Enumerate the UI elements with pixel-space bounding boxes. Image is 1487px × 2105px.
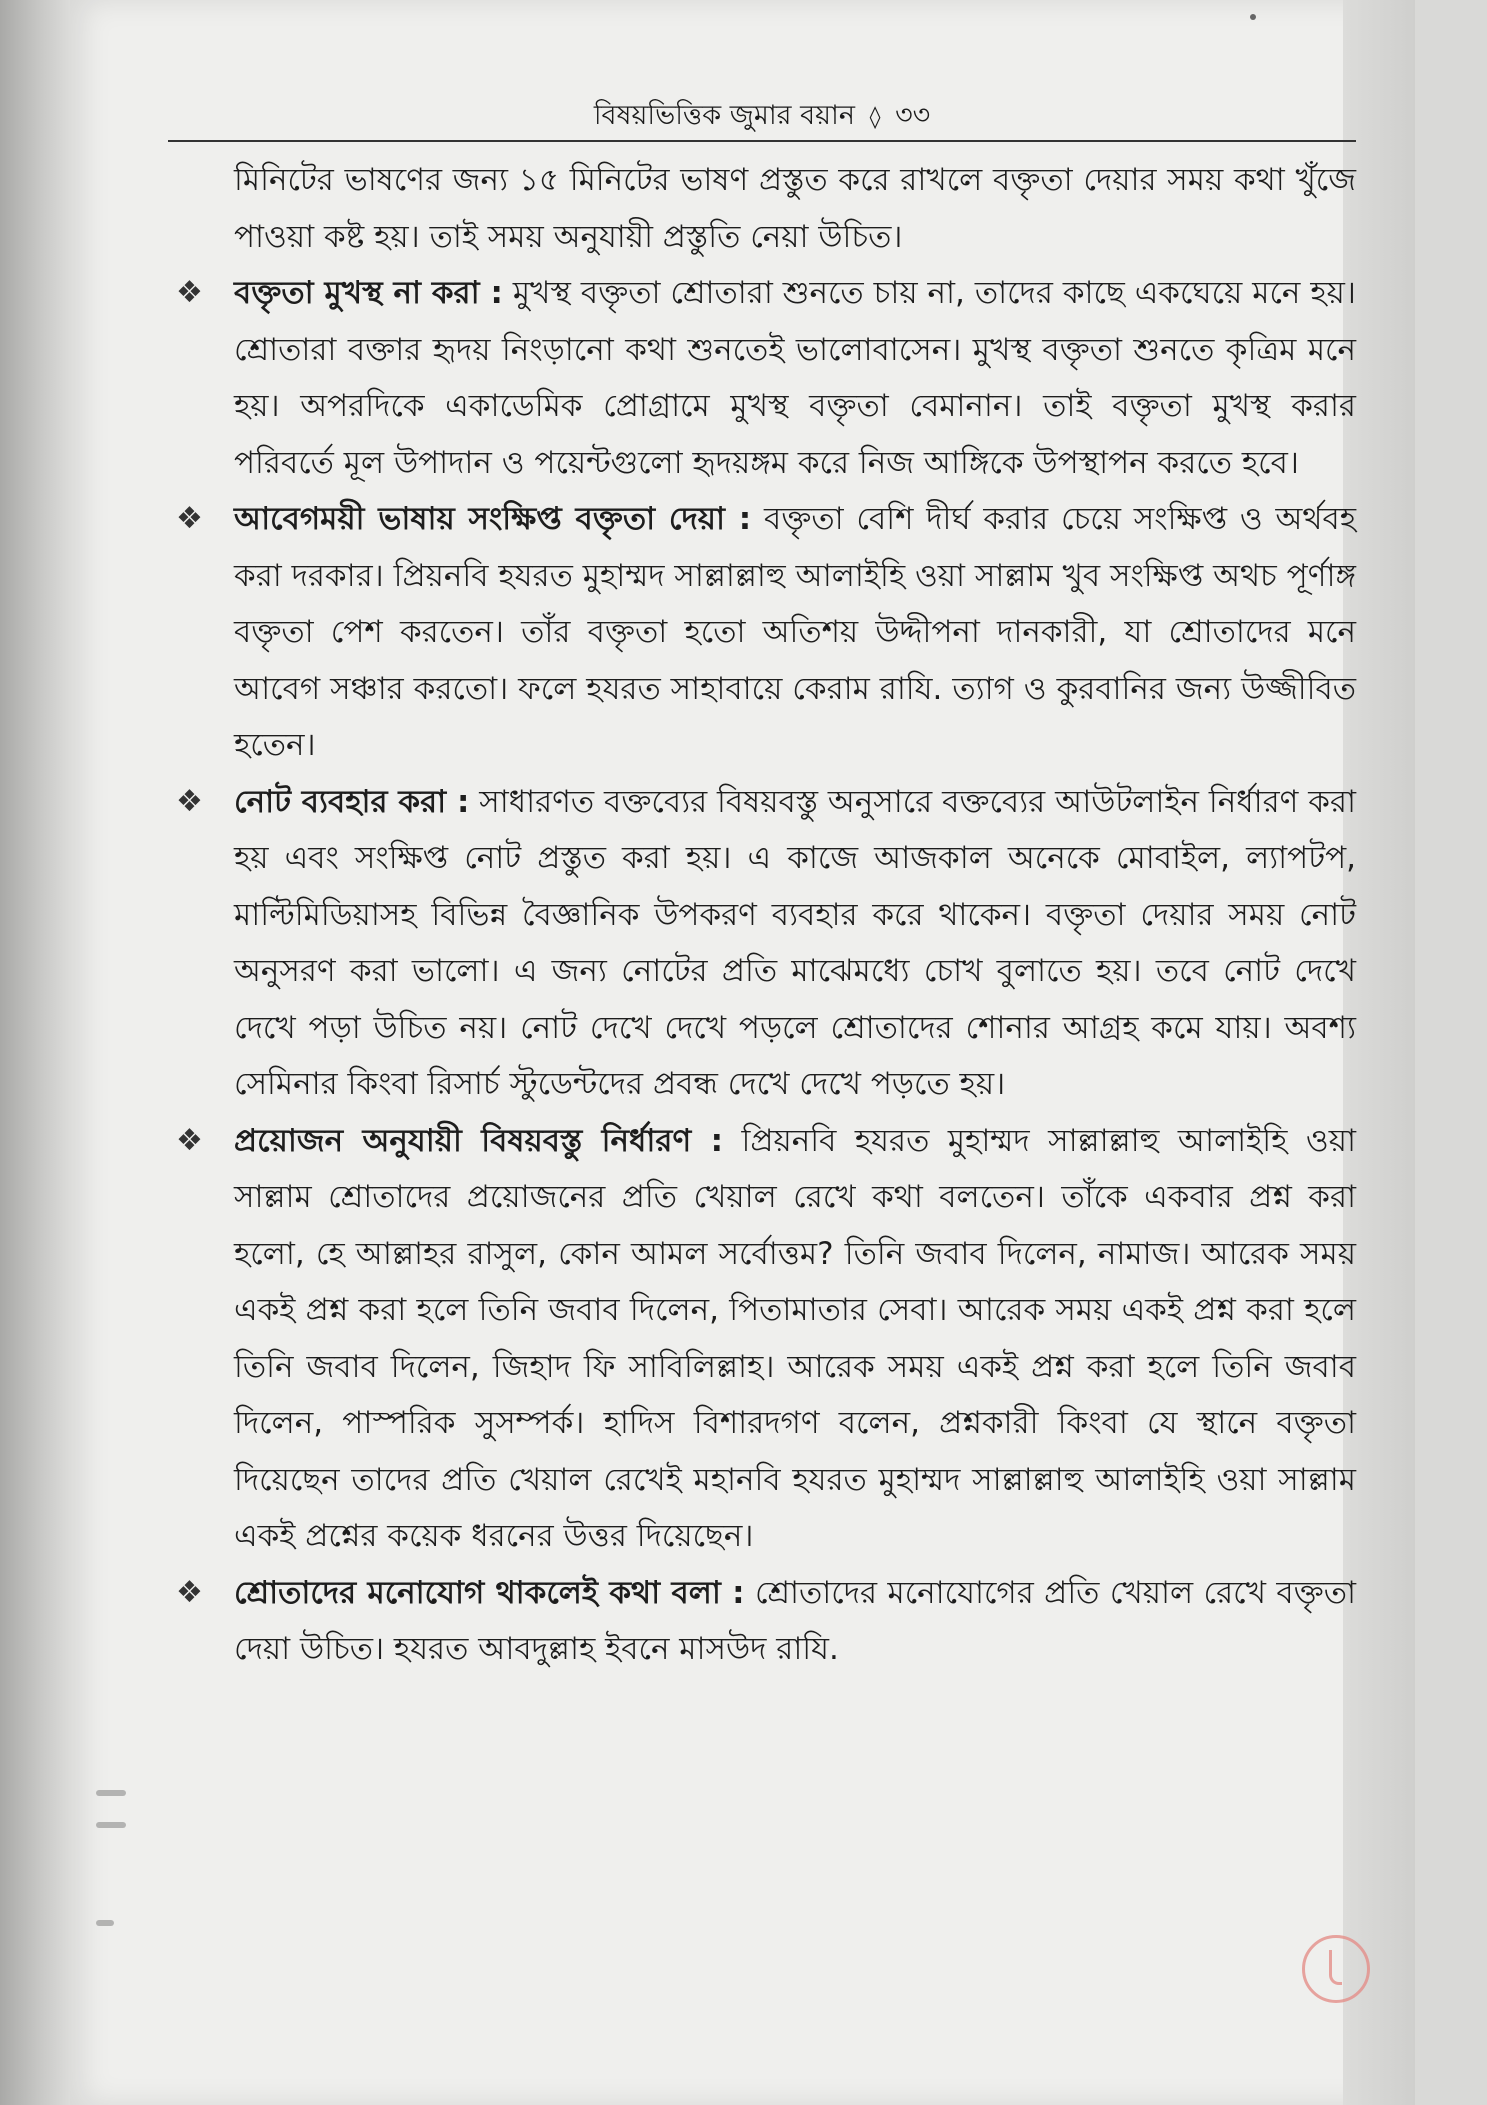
item-paragraph [234, 491, 1356, 774]
list-item [168, 1113, 1356, 1565]
item-text: প্রিয়নবি হযরত মুহাম্মদ সাল্লাল্লাহু আলাইহি ওয়া সাল্লাম শ্রোতাদের প্রয়োজনের প্রতি খেয়াল রেখে কথা বলতেন। তাঁকে একবার প্রশ্ন করা হলো, হে আল্লাহর রাসুল, কোন আমল সর্বোত্তম? তিনি জবাব দিলেন, নামাজ। আরেক সময় একই প্রশ্ন করা হলে তিনি জবাব দিলেন, পিতামাতার সেবা। আরেক সময় একই প্রশ্ন করা হলে তিনি জবাব দিলেন, জিহাদ ফি সাবিলিল্লাহ। আরেক সময় একই প্রশ্ন করা হলে তিনি জবাব দিলেন, পাস্পরিক সুসম্পর্ক। হাদিস বিশারদগণ বলেন, প্রশ্নকারী কিংবা যে স্থানে বক্তৃতা দিয়েছেন তাদের প্রতি খেয়াল রেখেই মহানবি হযরত মুহাম্মদ সাল্লাল্লাহু আলাইহি ওয়া সাল্লাম একই প্রশ্নের কয়েক ধরনের উত্তর দিয়েছেন। [234, 1122, 1356, 1554]
header-separator-icon: ◊ [869, 105, 881, 130]
item-paragraph [234, 1113, 1356, 1565]
list-item [168, 491, 1356, 774]
diamond-bullet-icon: ❖ [176, 501, 203, 536]
item-heading: আবেগময়ী ভাষায় সংক্ষিপ্ত বক্তৃতা দেয়া : [234, 501, 752, 537]
diamond-bullet-icon: ❖ [176, 275, 203, 310]
page-body [168, 152, 1356, 1678]
diamond-bullet-icon: ❖ [176, 1122, 203, 1158]
item-paragraph [234, 265, 1356, 491]
list-item [168, 774, 1356, 1113]
item-paragraph [234, 1565, 1356, 1678]
margin-scribble [96, 1920, 114, 1926]
header-rule [168, 140, 1356, 142]
scan-left-edge [0, 0, 70, 2105]
item-paragraph [234, 774, 1356, 1113]
scan-speck [1250, 14, 1256, 20]
item-text: সাধারণত বক্তব্যের বিষয়বস্তু অনুসারে বক্তব্যের আউটলাইন নির্ধারণ করা হয় এবং সংক্ষিপ্ত নোট প্রস্তুত করা হয়। এ কাজে আজকাল অনেকে মোবাইল, ল্যাপটপ, মাল্টিমিডিয়াসহ বিভিন্ন বৈজ্ঞানিক উপকরণ ব্যবহার করে থাকেন। বক্তৃতা দেয়ার সময় নোট অনুসরণ করা ভালো। এ জন্য নোটের প্রতি মাঝেমধ্যে চোখ বুলাতে হয়। তবে নোট দেখে দেখে পড়া উচিত নয়। নোট দেখে দেখে পড়লে শ্রোতাদের শোনার আগ্রহ কমে যায়। অবশ্য সেমিনার কিংবা রিসার্চ স্টুডেন্টদের প্রবন্ধ দেখে দেখে পড়তে হয়। [234, 783, 1357, 1102]
running-header [168, 92, 1356, 140]
item-heading: নোট ব্যবহার করা : [234, 783, 470, 820]
list-item [168, 265, 1356, 491]
diamond-bullet-icon: ❖ [176, 1574, 203, 1610]
diamond-bullet-icon: ❖ [176, 783, 203, 819]
intro-paragraph: মিনিটের ভাষণের জন্য ১৫ মিনিটের ভাষণ প্রস্তুত করে রাখলে বক্তৃতা দেয়ার সময় কথা খুঁজে পাওয়া কষ্ট হয়। তাই সময় অনুযায়ী প্রস্তুতি নেয়া উচিত। [234, 162, 1356, 255]
item-text: বক্তৃতা বেশি দীর্ঘ করার চেয়ে সংক্ষিপ্ত ও অর্থবহ করা দরকার। প্রিয়নবি হযরত মুহাম্মদ সাল্লাল্লাহু আলাইহি ওয়া সাল্লাম খুব সংক্ষিপ্ত অথচ পূর্ণাঙ্গ বক্তৃতা পেশ করতেন। তাঁর বক্তৃতা হতো অতিশয় উদ্দীপনা দানকারী, যা শ্রোতাদের মনে আবেগ সঞ্চার করতো। ফলে হযরত সাহাবায়ে কেরাম রাযি. ত্যাগ ও কুরবানির জন্য উজ্জীবিত হতেন। [234, 501, 1356, 763]
list-item [168, 1565, 1356, 1678]
margin-scribble [96, 1790, 126, 1796]
item-text: মুখস্থ বক্তৃতা শ্রোতারা শুনতে চায় না, তাদের কাছে একঘেয়ে মনে হয়। শ্রোতারা বক্তার হৃদয় নিংড়ানো কথা শুনতেই ভালোবাসেন। মুখস্থ বক্তৃতা শুনতে কৃত্রিম মনে হয়। অপরদিকে একাডেমিক প্রোগ্রামে মুখস্থ বক্তৃতা বেমানান। তাই বক্তৃতা মুখস্থ করার পরিবর্তে মূল উপাদান ও পয়েন্টগুলো হৃদয়ঙ্গম করে নিজ আঙ্গিকে উপস্থাপন করতে হবে। [234, 275, 1356, 481]
library-stamp-icon [1302, 1935, 1370, 2003]
page-number: ৩৩ [895, 100, 931, 131]
item-heading: প্রয়োজন অনুযায়ী বিষয়বস্তু নির্ধারণ : [234, 1122, 724, 1159]
item-text: শ্রোতাদের মনোযোগের প্রতি খেয়াল রেখে বক্তৃতা দেয়া উচিত। হযরত আবদুল্লাহ ইবনে মাসউদ রাযি. [234, 1574, 1356, 1667]
item-heading: বক্তৃতা মুখস্থ না করা : [234, 275, 503, 311]
book-title: বিষয়ভিত্তিক জুমার বয়ান [593, 100, 855, 131]
item-heading: শ্রোতাদের মনোযোগ থাকলেই কথা বলা : [234, 1574, 745, 1611]
margin-scribble [96, 1822, 126, 1828]
